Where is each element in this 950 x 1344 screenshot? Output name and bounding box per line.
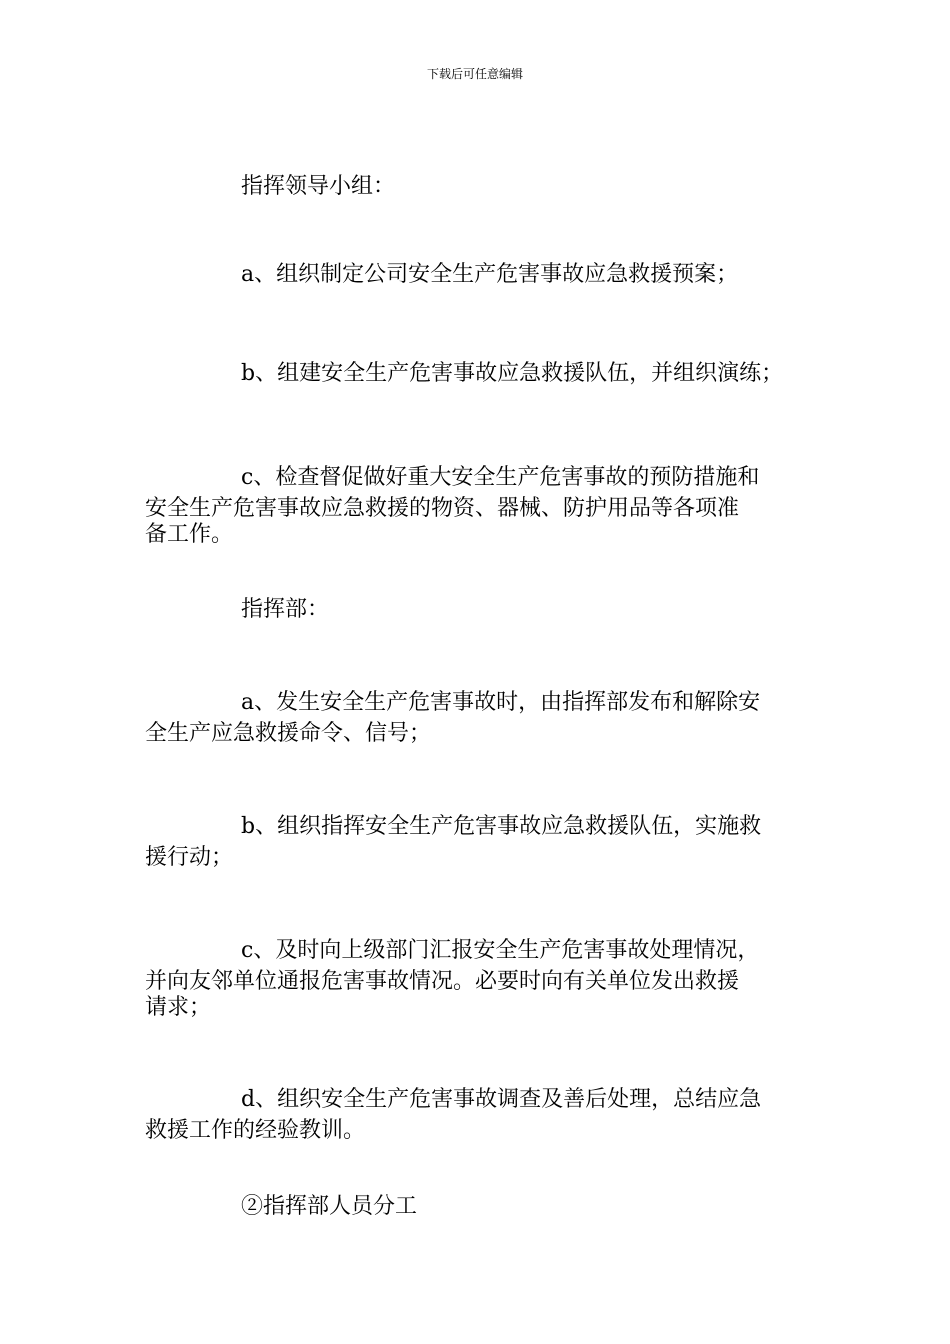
paragraph-line: 安全生产危害事故应急救援的物资、器械、防护用品等各项准 <box>145 496 740 521</box>
paragraph-item-b <box>145 361 813 387</box>
paragraph-line: 备工作。 <box>145 522 234 547</box>
paragraph-command-center <box>145 597 813 623</box>
paragraph-line: ②指挥部人员分工 <box>241 1194 418 1219</box>
paragraph-command-item-a <box>145 684 813 747</box>
paragraph-line: c、检查督促做好重大安全生产危害事故的预防措施和 <box>241 465 760 490</box>
paragraph-line: 援行动； <box>145 845 234 870</box>
paragraph-command-item-d <box>145 1081 813 1144</box>
paragraph-leadership-group <box>145 174 813 200</box>
paragraph-line: b、组建安全生产危害事故应急救援队伍，并组织演练； <box>241 361 784 386</box>
page-header: 下载后可任意编辑 <box>426 67 523 81</box>
paragraph-line: a、组织制定公司安全生产危害事故应急救援预案； <box>241 262 739 287</box>
paragraph-line: 并向友邻单位通报危害事故情况。必要时向有关单位发出救援 <box>145 969 740 994</box>
paragraph-line: b、组织指挥安全生产危害事故应急救援队伍，实施救 <box>241 814 762 839</box>
paragraph-line: 救援工作的经验教训。 <box>145 1118 366 1143</box>
paragraph-line: 指挥领导小组： <box>241 174 396 199</box>
paragraph-line: 全生产应急救援命令、信号； <box>145 721 432 746</box>
paragraph-line: c、及时向上级部门汇报安全生产危害事故处理情况， <box>241 938 760 963</box>
paragraph-item-a <box>145 262 813 288</box>
paragraph-command-item-b <box>145 808 813 871</box>
paragraph-line: d、组织安全生产危害事故调查及善后处理，总结应急 <box>241 1087 762 1112</box>
paragraph-item-c <box>145 459 813 548</box>
paragraph-line: 请求； <box>145 995 212 1020</box>
paragraph-line: a、发生安全生产危害事故时，由指挥部发布和解除安 <box>241 690 761 715</box>
paragraph-division-of-labor <box>145 1194 813 1220</box>
paragraph-line: 指挥部： <box>241 597 330 622</box>
paragraph-command-item-c <box>145 932 813 1021</box>
